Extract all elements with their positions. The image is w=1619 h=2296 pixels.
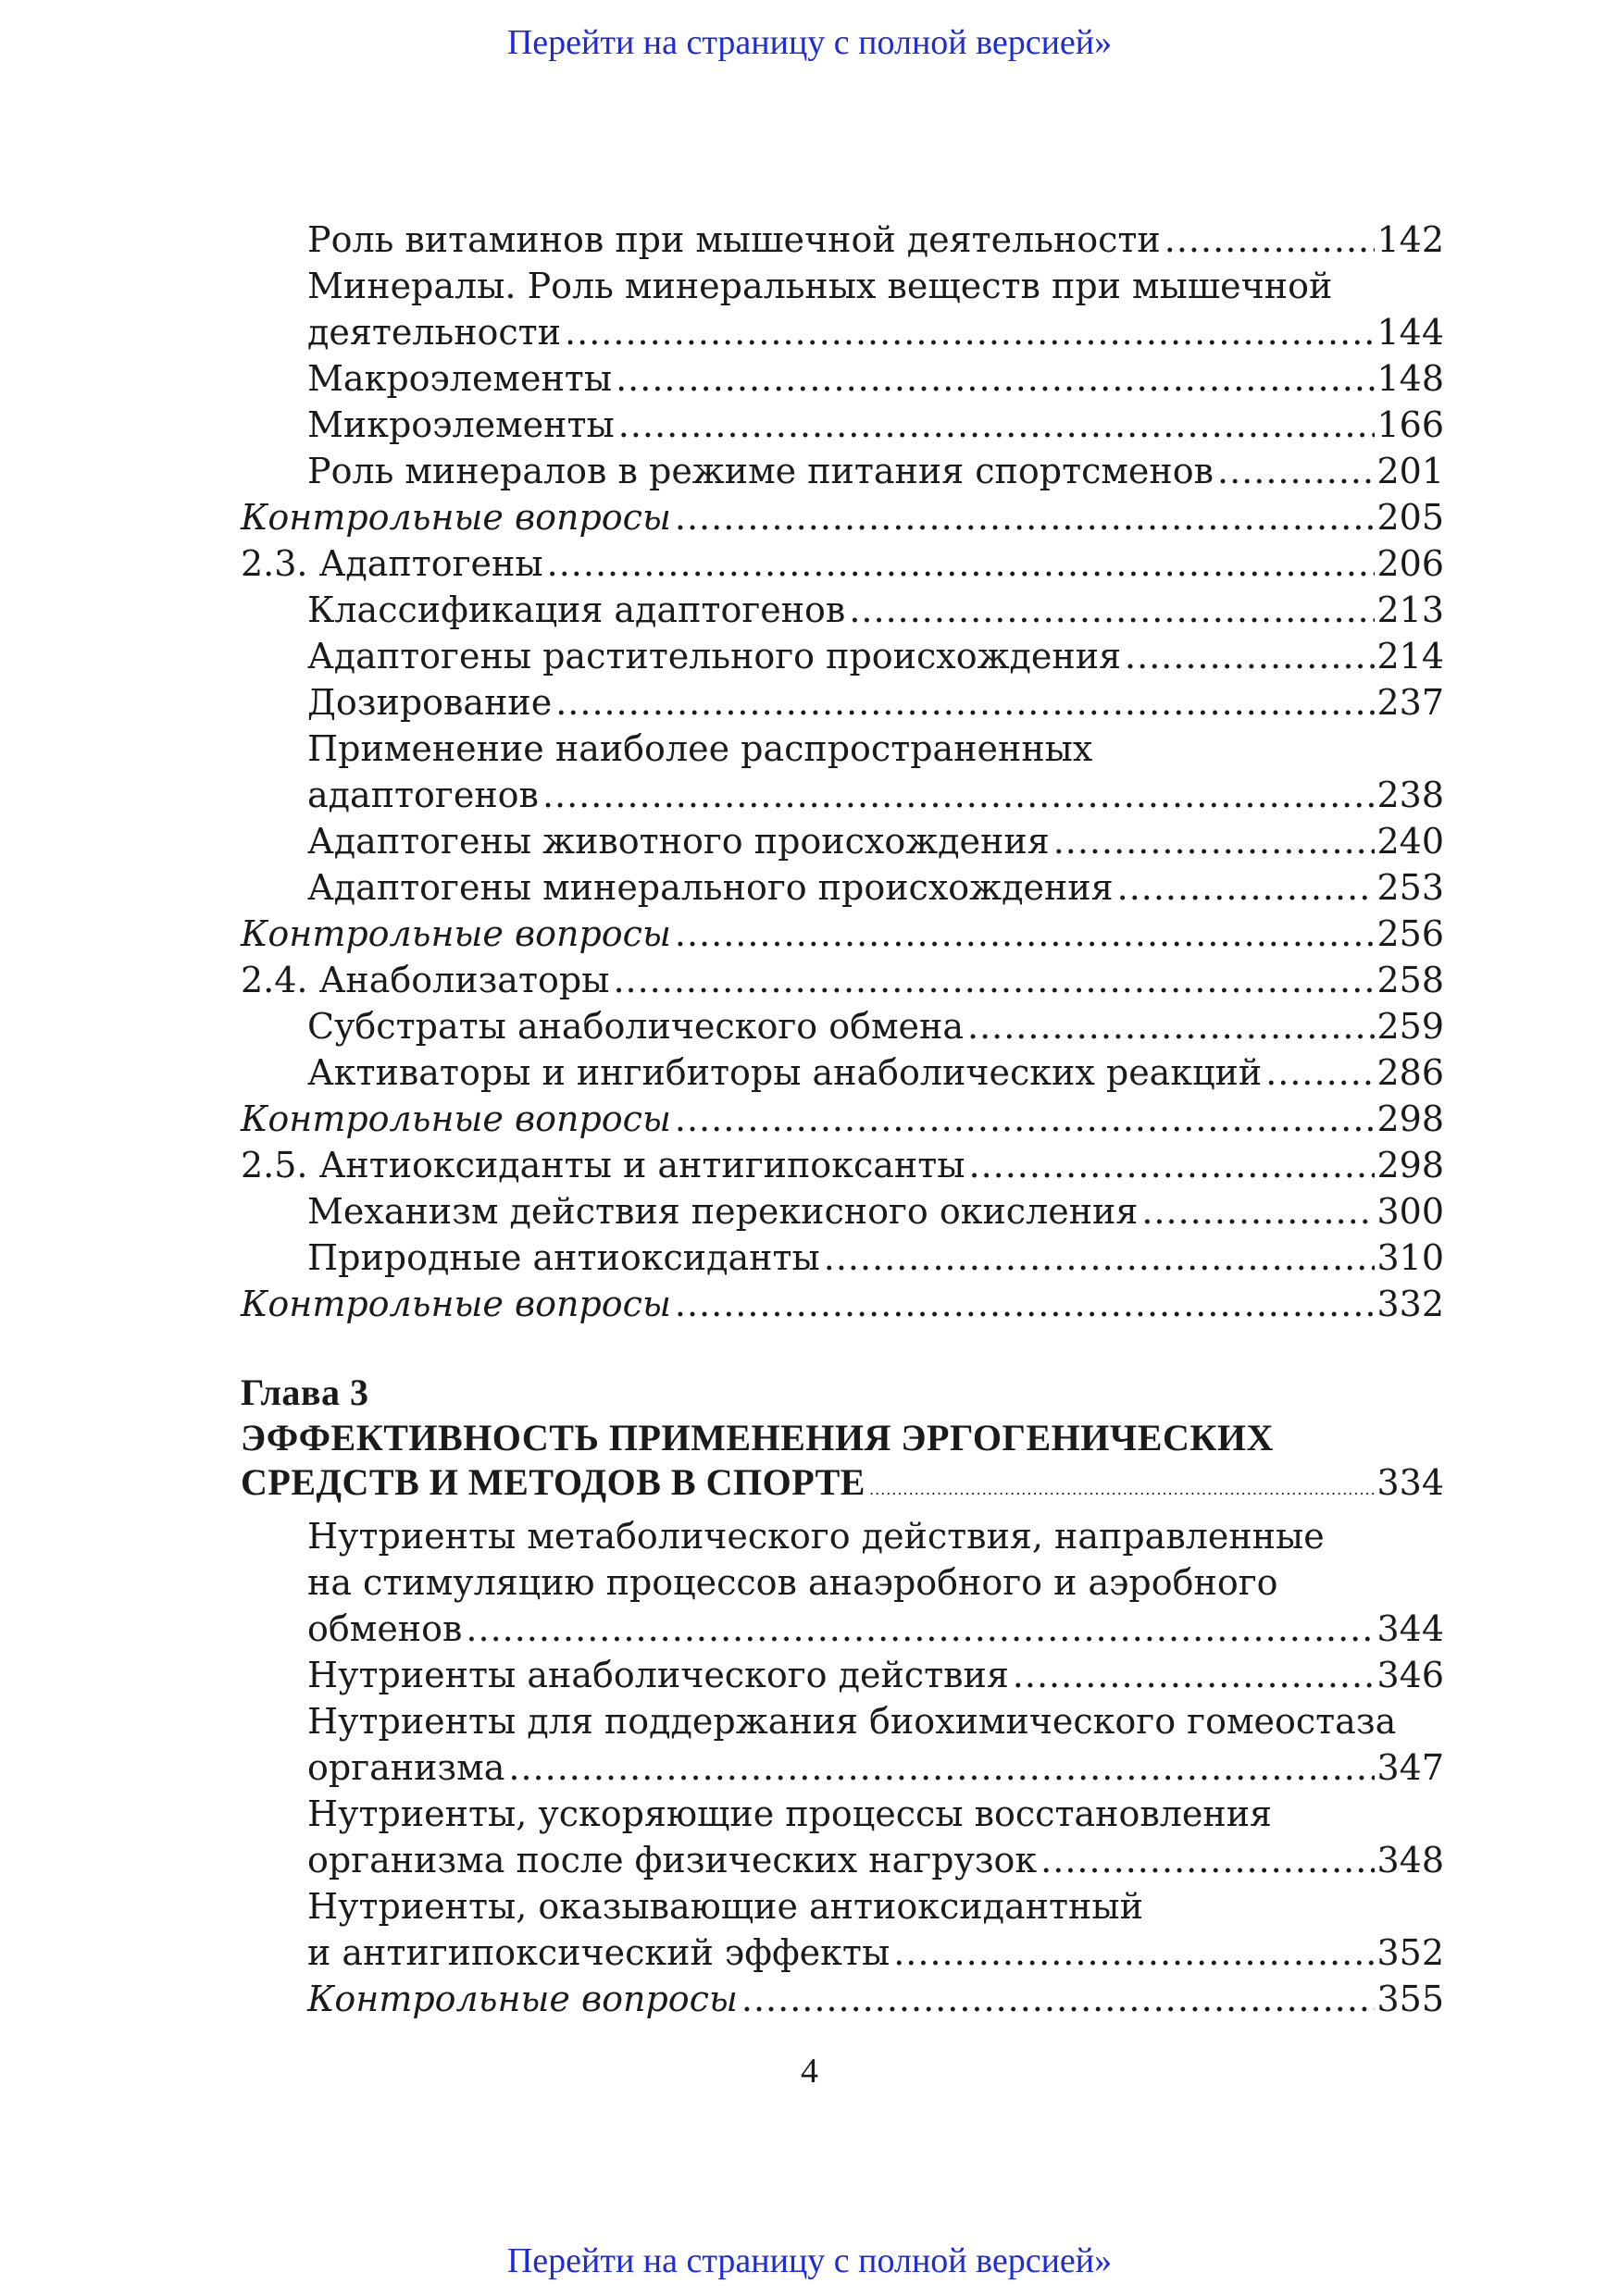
leader-dots	[967, 1003, 1375, 1049]
toc-entry	[241, 864, 1444, 911]
toc-entry-line	[307, 633, 1444, 679]
toc-entry-line	[307, 355, 1444, 402]
leader-dots	[613, 957, 1375, 1003]
toc-page-number: 166	[1376, 404, 1444, 445]
chapter-title-text: СРЕДСТВ И МЕТОДОВ В СПОРТЕ	[241, 1461, 866, 1503]
chapter-title-line-1: ЭФФЕКТИВНОСТЬ ПРИМЕНЕНИЯ ЭРГОГЕНИЧЕСКИХ	[241, 1417, 1274, 1458]
leader-dots	[1125, 633, 1375, 679]
toc-entry-line	[307, 1003, 1444, 1049]
toc-entry-title: Природные антиоксиданты	[307, 1237, 820, 1278]
toc-entry-title: Нутриенты метаболического действия, направленные	[307, 1516, 1325, 1557]
leader-dots	[849, 587, 1375, 633]
page-number: 4	[801, 2052, 818, 2091]
toc-entry-title: деятельности	[307, 312, 562, 353]
toc-entry-line	[307, 587, 1444, 633]
toc-entry	[241, 1791, 1444, 1883]
toc-entry-line	[307, 309, 1444, 355]
toc-entry	[241, 1976, 1444, 2022]
toc-entry	[241, 1188, 1444, 1235]
full-version-link-top[interactable]: Перейти на страницу с полной версией»	[506, 23, 1113, 62]
toc-page-number: 344	[1376, 1608, 1444, 1649]
chapter-page-number: 334	[1376, 1462, 1444, 1503]
toc-entry	[241, 1281, 1444, 1327]
toc-entry-line	[307, 1837, 1444, 1883]
toc-entry-title: Применение наиболее распространенных	[307, 728, 1093, 769]
toc-entry-title: Контрольные вопросы	[241, 1098, 671, 1139]
leader-dots	[1141, 1188, 1375, 1235]
leader-dots	[547, 540, 1376, 587]
toc-page-number: 286	[1376, 1052, 1444, 1093]
toc-entry	[241, 679, 1444, 726]
toc-page-number: 332	[1376, 1284, 1444, 1324]
toc-entry-line	[307, 263, 1444, 309]
toc-page-number: 148	[1376, 358, 1444, 399]
toc-entry-line	[241, 957, 1444, 1003]
toc-page-number: 298	[1376, 1098, 1444, 1139]
toc-entry	[241, 818, 1444, 864]
toc-section-3	[241, 1513, 1444, 2022]
toc-entry-line	[241, 911, 1444, 957]
toc-entry	[241, 1513, 1444, 1652]
leader-dots	[1040, 1837, 1375, 1883]
toc-entry-title: 2.4. Анаболизаторы	[241, 960, 610, 1000]
leader-dots	[675, 494, 1376, 540]
toc-entry-title: Адаптогены животного происхождения	[307, 821, 1050, 862]
toc-entry-line	[307, 1791, 1444, 1837]
toc-entry-title: на стимуляцию процессов анаэробного и аэробного	[307, 1562, 1278, 1603]
toc-entry-title: Механизм действия перекисного окисления	[307, 1191, 1139, 1232]
toc-entry	[241, 448, 1444, 494]
toc-page-number: 205	[1376, 497, 1444, 538]
toc-page-number: 258	[1376, 960, 1444, 1000]
leader-dots	[675, 1096, 1376, 1142]
leader-dots	[824, 1235, 1376, 1281]
toc-entry-title: Контрольные вопросы	[241, 913, 671, 954]
toc-page-number: 298	[1376, 1145, 1444, 1185]
leader-dots	[893, 1930, 1375, 1976]
toc-page-number: 214	[1376, 636, 1444, 676]
toc-entry-title: Роль витаминов при мышечной деятельности	[307, 219, 1161, 260]
toc-entry-line	[307, 679, 1444, 726]
toc-entry	[241, 1883, 1444, 1976]
toc-entry-line	[307, 448, 1444, 494]
toc-entry	[241, 494, 1444, 540]
leader-dots	[1013, 1652, 1376, 1698]
toc-page-number: 253	[1376, 867, 1444, 908]
toc-page-number: 300	[1376, 1191, 1444, 1232]
toc-entry-title: Макроэлементы	[307, 358, 613, 399]
leader-dots	[741, 1976, 1376, 2022]
toc-entry	[241, 402, 1444, 448]
leader-dots	[1265, 1049, 1375, 1096]
toc-entry-title: Нутриенты для поддержания биохимического гомеостаза	[307, 1701, 1397, 1742]
toc-entry-line	[307, 1698, 1444, 1744]
toc-page-number: 238	[1376, 775, 1444, 815]
toc-entry-line	[307, 217, 1444, 263]
toc-entry-title: Дозирование	[307, 682, 553, 723]
toc-entry-title: Классификация адаптогенов	[307, 590, 846, 630]
toc-entry-title: Роль минералов в режиме питания спортсменов	[307, 451, 1214, 491]
leader-dots	[565, 309, 1375, 355]
toc-entry-line	[241, 1096, 1444, 1142]
toc-entry-line	[307, 1976, 1444, 2022]
toc-entry-title: Адаптогены минерального происхождения	[307, 867, 1114, 908]
toc-entry-line	[241, 494, 1444, 540]
toc-entry-title: Адаптогены растительного происхождения	[307, 636, 1122, 676]
toc-entry-line	[307, 1883, 1444, 1930]
leader-dots	[466, 1606, 1375, 1652]
toc-entry-line	[307, 1652, 1444, 1698]
toc-entry-line	[307, 726, 1444, 772]
toc-entry-line	[307, 1606, 1444, 1652]
toc-entry	[241, 633, 1444, 679]
toc-entry-title: Активаторы и ингибиторы анаболических реакций	[307, 1052, 1263, 1093]
toc-entry-line	[307, 402, 1444, 448]
chapter-title-line-2	[241, 1459, 1444, 1513]
toc-entry	[241, 263, 1444, 355]
toc-entry-line	[307, 1559, 1444, 1606]
toc-entry-title: Субстраты анаболического обмена	[307, 1006, 964, 1047]
toc-entry	[241, 355, 1444, 402]
toc-entry	[241, 1698, 1444, 1791]
leader-dots	[1217, 448, 1375, 494]
leader-dots	[675, 911, 1376, 957]
toc-page-number: 348	[1376, 1840, 1444, 1880]
leader-dots	[618, 402, 1376, 448]
toc-entry	[241, 1049, 1444, 1096]
toc-page-number: 347	[1376, 1747, 1444, 1788]
leader-dots	[1053, 818, 1376, 864]
toc-page-number: 310	[1376, 1237, 1444, 1278]
leader-dots	[542, 772, 1376, 818]
table-of-contents	[241, 217, 1444, 2022]
leader-dots	[1164, 217, 1376, 263]
toc-entry	[241, 1235, 1444, 1281]
toc-page-number: 206	[1376, 543, 1444, 584]
toc-entry-title: 2.3. Адаптогены	[241, 543, 543, 584]
toc-entry-line	[307, 1513, 1444, 1559]
toc-entry-line	[307, 1049, 1444, 1096]
toc-entry	[241, 726, 1444, 818]
toc-entry	[241, 957, 1444, 1003]
toc-entry-title: Нутриенты анаболического действия	[307, 1655, 1009, 1695]
toc-entry-line	[307, 864, 1444, 911]
toc-entry-title: и антигипоксический эффекты	[307, 1932, 890, 1973]
toc-entry-line	[241, 1142, 1444, 1188]
toc-entry-title: Минералы. Роль минеральных веществ при мышечной	[307, 266, 1333, 306]
leader-dots	[508, 1744, 1375, 1791]
toc-page-number: 259	[1376, 1006, 1444, 1047]
toc-entry-title: Контрольные вопросы	[241, 1284, 671, 1324]
toc-entry	[241, 540, 1444, 587]
toc-page-number: 142	[1376, 219, 1444, 260]
leader-dots	[555, 679, 1375, 726]
toc-page-number: 256	[1376, 913, 1444, 954]
toc-page-number: 355	[1376, 1979, 1444, 2019]
toc-entry-title: Контрольные вопросы	[307, 1979, 738, 2019]
toc-entry-line	[241, 540, 1444, 587]
toc-entry	[241, 1652, 1444, 1698]
toc-page-number: 346	[1376, 1655, 1444, 1695]
toc-entry-line	[241, 1281, 1444, 1327]
leader-dots	[1117, 864, 1376, 911]
toc-entry-title: обменов	[307, 1608, 463, 1649]
toc-entry-line	[307, 1744, 1444, 1791]
toc-page-number: 144	[1376, 312, 1444, 353]
toc-entry-title: Нутриенты, оказывающие антиоксидантный	[307, 1886, 1143, 1927]
toc-page-number: 352	[1376, 1932, 1444, 1973]
toc-page-number: 201	[1376, 451, 1444, 491]
toc-entry-title: 2.5. Антиоксиданты и антигипоксанты	[241, 1145, 965, 1185]
toc-entry-line	[307, 818, 1444, 864]
toc-entry	[241, 911, 1444, 957]
leader-dots	[968, 1142, 1375, 1188]
toc-entry-line	[307, 1930, 1444, 1976]
toc-entry-line	[307, 1235, 1444, 1281]
toc-entry	[241, 587, 1444, 633]
toc-page-number: 237	[1376, 682, 1444, 723]
toc-entry-line	[307, 772, 1444, 818]
toc-entry-title: адаптогенов	[307, 775, 539, 815]
chapter-3-heading	[241, 1370, 1444, 1513]
toc-entry	[241, 217, 1444, 263]
toc-entry-title: Микроэлементы	[307, 404, 615, 445]
full-version-link-bottom[interactable]: Перейти на страницу с полной версией»	[506, 2241, 1113, 2280]
toc-page-number: 240	[1376, 821, 1444, 862]
toc-entry-title: Нутриенты, ускоряющие процессы восстановления	[307, 1793, 1272, 1834]
toc-section-2	[241, 217, 1444, 1327]
chapter-number: Глава 3	[241, 1371, 369, 1413]
leader-dots	[616, 355, 1375, 402]
toc-entry-title: Контрольные вопросы	[241, 497, 671, 538]
toc-page-number: 213	[1376, 590, 1444, 630]
toc-entry	[241, 1096, 1444, 1142]
toc-entry-title: организма после физических нагрузок	[307, 1840, 1038, 1880]
toc-entry	[241, 1003, 1444, 1049]
toc-entry	[241, 1142, 1444, 1188]
leader-dots	[675, 1281, 1376, 1327]
leader-dots	[869, 1467, 1375, 1513]
toc-entry-title: организма	[307, 1747, 505, 1788]
toc-entry-line	[307, 1188, 1444, 1235]
